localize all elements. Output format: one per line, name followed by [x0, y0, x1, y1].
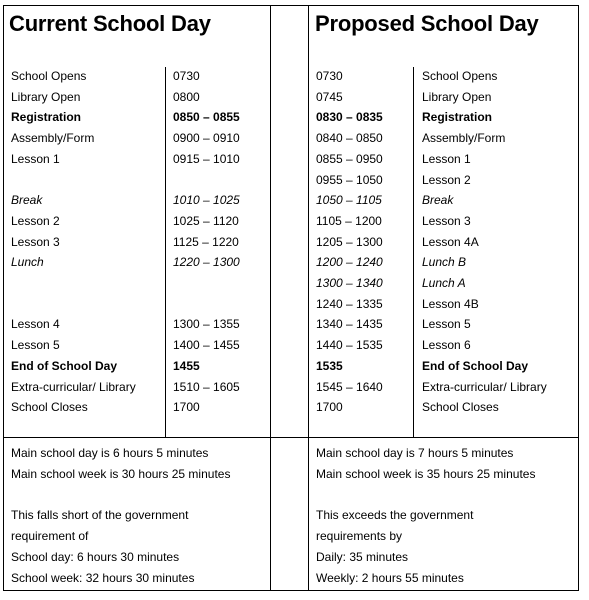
- current-row-label: End of School Day: [11, 358, 118, 373]
- current-note-line: This falls short of the government: [11, 508, 189, 523]
- current-row-time: 1300 – 1355: [173, 317, 240, 332]
- current-note-line: requirement of: [11, 529, 89, 544]
- proposed-row-time: 0730: [316, 69, 343, 83]
- proposed-inner-divider: [413, 67, 414, 437]
- current-row-time: 1400 – 1455: [173, 338, 240, 353]
- proposed-row-time: 0855 – 0950: [316, 151, 383, 166]
- current-row-time: 1220 – 1300: [173, 255, 240, 270]
- current-inner-divider: [165, 67, 166, 437]
- proposed-row-time: 0955 – 1050: [316, 172, 383, 187]
- current-row-time: 1700: [173, 400, 200, 415]
- proposed-row-time: 0830 – 0835: [316, 110, 383, 125]
- proposed-row-label: Lesson 2: [422, 172, 471, 187]
- notes-separator: [3, 437, 579, 438]
- current-row-time: 0915 – 1010: [173, 151, 240, 166]
- proposed-row-label: Lesson 4A: [422, 234, 479, 249]
- proposed-row-time: 1340 – 1435: [316, 317, 383, 332]
- current-row-label: Lesson 1: [11, 151, 60, 166]
- current-row-time: 1025 – 1120: [173, 213, 239, 228]
- current-row-label: Lunch: [11, 255, 44, 270]
- proposed-row-label: Library Open: [422, 89, 492, 104]
- current-row-label: Extra-curricular/ Library: [11, 379, 136, 394]
- column-divider-right: [308, 5, 309, 591]
- proposed-row-time: 1300 – 1340: [316, 276, 383, 290]
- proposed-row-time: 1535: [316, 358, 343, 373]
- table-border-top: [3, 5, 579, 6]
- proposed-row-label: Lunch A: [422, 276, 466, 290]
- proposed-note-line: Main school week is 35 hours 25 minutes: [316, 466, 536, 481]
- proposed-row-label: Lesson 3: [422, 213, 471, 228]
- proposed-row-label: Break: [422, 193, 454, 208]
- current-row-time: 1125 – 1220: [173, 234, 239, 249]
- proposed-row-time: 1700: [316, 400, 343, 415]
- current-row-time: 0730: [173, 69, 200, 83]
- current-note-line: Main school week is 30 hours 25 minutes: [11, 466, 231, 481]
- proposed-row-label: Lunch B: [422, 255, 467, 270]
- current-row-label: Break: [11, 193, 43, 208]
- proposed-row-label: Lesson 4B: [422, 296, 479, 311]
- current-row-label: School Closes: [11, 400, 88, 415]
- current-row-time: 1455: [173, 358, 200, 373]
- current-row-label: Lesson 4: [11, 317, 60, 332]
- proposed-row-label: Lesson 6: [422, 338, 471, 353]
- proposed-row-time: 1200 – 1240: [316, 255, 383, 270]
- proposed-row-label: School Closes: [422, 400, 499, 415]
- proposed-row-time: 1240 – 1335: [316, 296, 383, 311]
- proposed-row-time: 1105 – 1200: [316, 213, 382, 228]
- current-row-label: Lesson 3: [11, 234, 60, 249]
- current-row-label: Registration: [11, 110, 82, 125]
- proposed-row-time: 0745: [316, 89, 343, 104]
- proposed-row-label: Lesson 5: [422, 317, 471, 332]
- proposed-row-time: 1440 – 1535: [316, 338, 383, 353]
- current-note-line: Main school day is 6 hours 5 minutes: [11, 446, 209, 460]
- current-row-time: 1510 – 1605: [173, 379, 240, 394]
- proposed-row-time: 0840 – 0850: [316, 131, 383, 146]
- current-row-label: School Opens: [11, 69, 87, 83]
- column-divider-left: [270, 5, 271, 591]
- current-row-label: Lesson 5: [11, 338, 60, 353]
- proposed-row-time: 1205 – 1300: [316, 234, 383, 249]
- proposed-row-label: End of School Day: [422, 358, 529, 373]
- current-note-line: School day: 6 hours 30 minutes: [11, 550, 180, 564]
- current-title: Current School Day: [9, 11, 211, 36]
- proposed-row-time: 1545 – 1640: [316, 379, 383, 394]
- proposed-row-time: 1050 – 1105: [316, 193, 382, 208]
- proposed-note-line: Daily: 35 minutes: [316, 550, 409, 564]
- proposed-row-label: Lesson 1: [422, 151, 471, 166]
- current-row-time: 0900 – 0910: [173, 131, 240, 146]
- school-day-comparison-table: [3, 5, 579, 591]
- proposed-row-label: Registration: [422, 110, 493, 125]
- table-border-bottom: [3, 590, 579, 591]
- current-row-time: 1010 – 1025: [173, 193, 240, 208]
- proposed-note-line: requirements by: [316, 529, 403, 544]
- current-row-label: Assembly/Form: [11, 131, 95, 146]
- proposed-note-line: Weekly: 2 hours 55 minutes: [316, 570, 464, 585]
- table-border-left: [3, 5, 4, 591]
- current-note-line: School week: 32 hours 30 minutes: [11, 570, 195, 585]
- proposed-row-label: Extra-curricular/ Library: [422, 379, 547, 394]
- current-row-time: 0850 – 0855: [173, 110, 240, 125]
- proposed-note-line: Main school day is 7 hours 5 minutes: [316, 446, 514, 460]
- current-row-time: 0800: [173, 89, 200, 104]
- current-row-label: Lesson 2: [11, 213, 60, 228]
- proposed-title: Proposed School Day: [315, 11, 539, 36]
- current-row-label: Library Open: [11, 89, 81, 104]
- proposed-row-label: Assembly/Form: [422, 131, 506, 146]
- proposed-row-label: School Opens: [422, 69, 498, 83]
- table-border-right: [578, 5, 579, 591]
- proposed-note-line: This exceeds the government: [316, 508, 474, 523]
